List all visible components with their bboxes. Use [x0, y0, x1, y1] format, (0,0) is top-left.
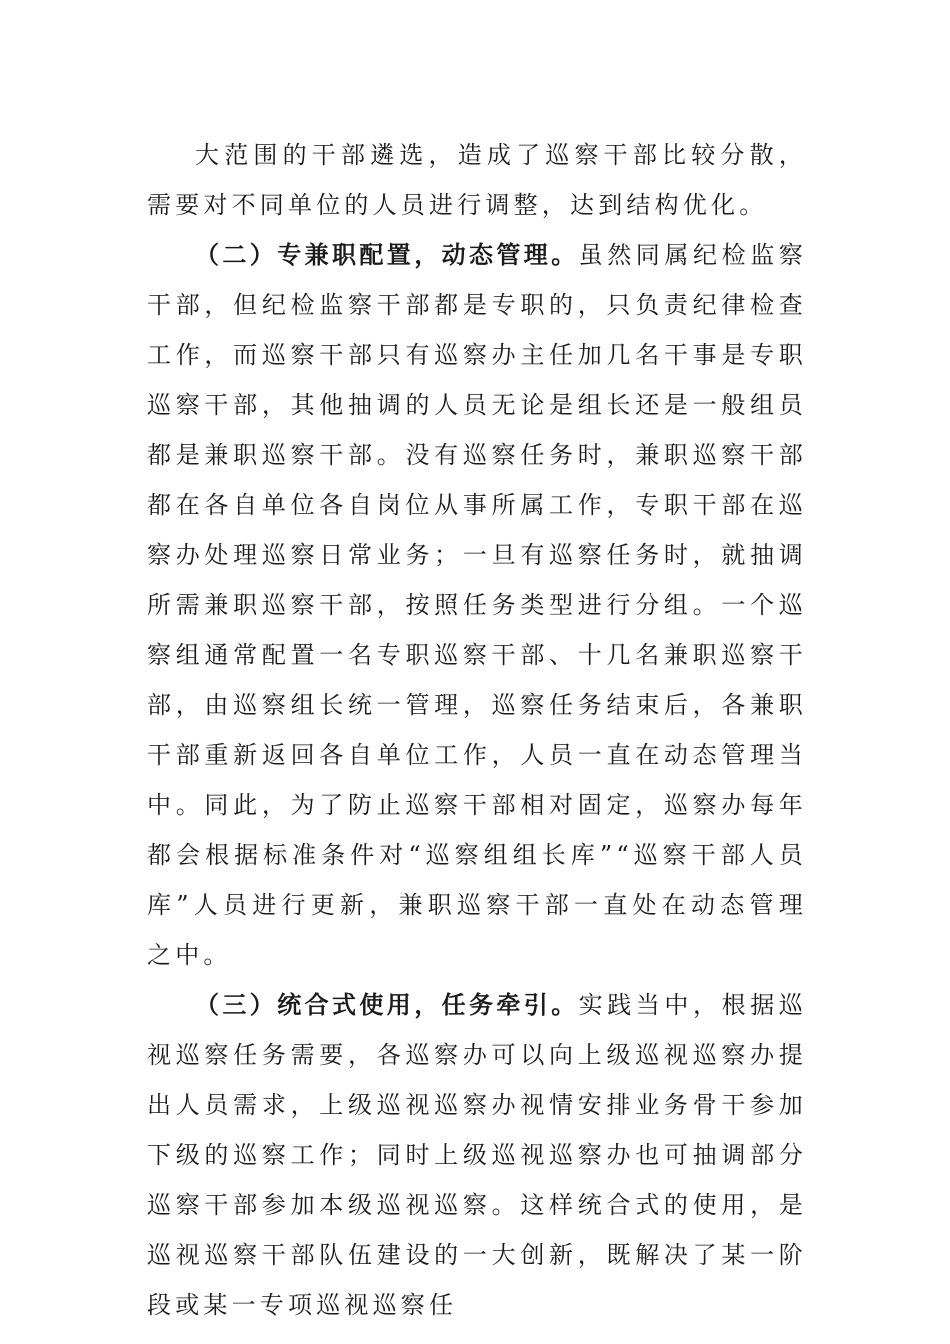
- section-2-heading: （二）专兼职配置，动态管理。: [195, 241, 579, 269]
- paragraph-3: [147, 980, 807, 1330]
- paragraph-2-text: 虽然同属纪检监察干部，但纪检监察干部都是专职的，只负责纪律检查工作，而巡察干部只有巡察办主任加几名干事是专职巡察干部，其他抽调的人员无论是组长还是一般组员都是兼职巡察干部。没有巡察任务时，兼职巡察干部都在各自单位各自岗位从事所属工作，专职干部在巡察办处理巡察日常业务；一旦有巡察任务时，就抽调所需兼职巡察干部，按照任务类型进行分组。一个巡察组通常配置一名专职巡察干部、十几名兼职巡察干部，由巡察组长统一管理，巡察任务结束后，各兼职干部重新返回各自单位工作，人员一直在动态管理当中。同此，为了防止巡察干部相对固定，巡察办每年都会根据标准条件对“巡察组组长库”“巡察干部人员库”人员进行更新，兼职巡察干部一直处在动态管理之中。: [147, 241, 807, 969]
- section-3-heading: （三）统合式使用，任务牵引。: [195, 991, 579, 1019]
- paragraph-2: [147, 230, 807, 980]
- paragraph-1: [147, 130, 807, 230]
- paragraph-3-text: 实践当中，根据巡视巡察任务需要，各巡察办可以向上级巡视巡察办提出人员需求，上级巡视巡察办视情安排业务骨干参加下级的巡察工作；同时上级巡视巡察办也可抽调部分巡察干部参加本级巡视巡察。这样统合式的使用，是巡视巡察干部队伍建设的一大创新，既解决了某一阶段或某一专项巡视巡察任: [147, 991, 807, 1319]
- paragraph-1-text: 大范围的干部遴选，造成了巡察干部比较分散，需要对不同单位的人员进行调整，达到结构优化。: [147, 141, 807, 219]
- document-body: [147, 130, 807, 1330]
